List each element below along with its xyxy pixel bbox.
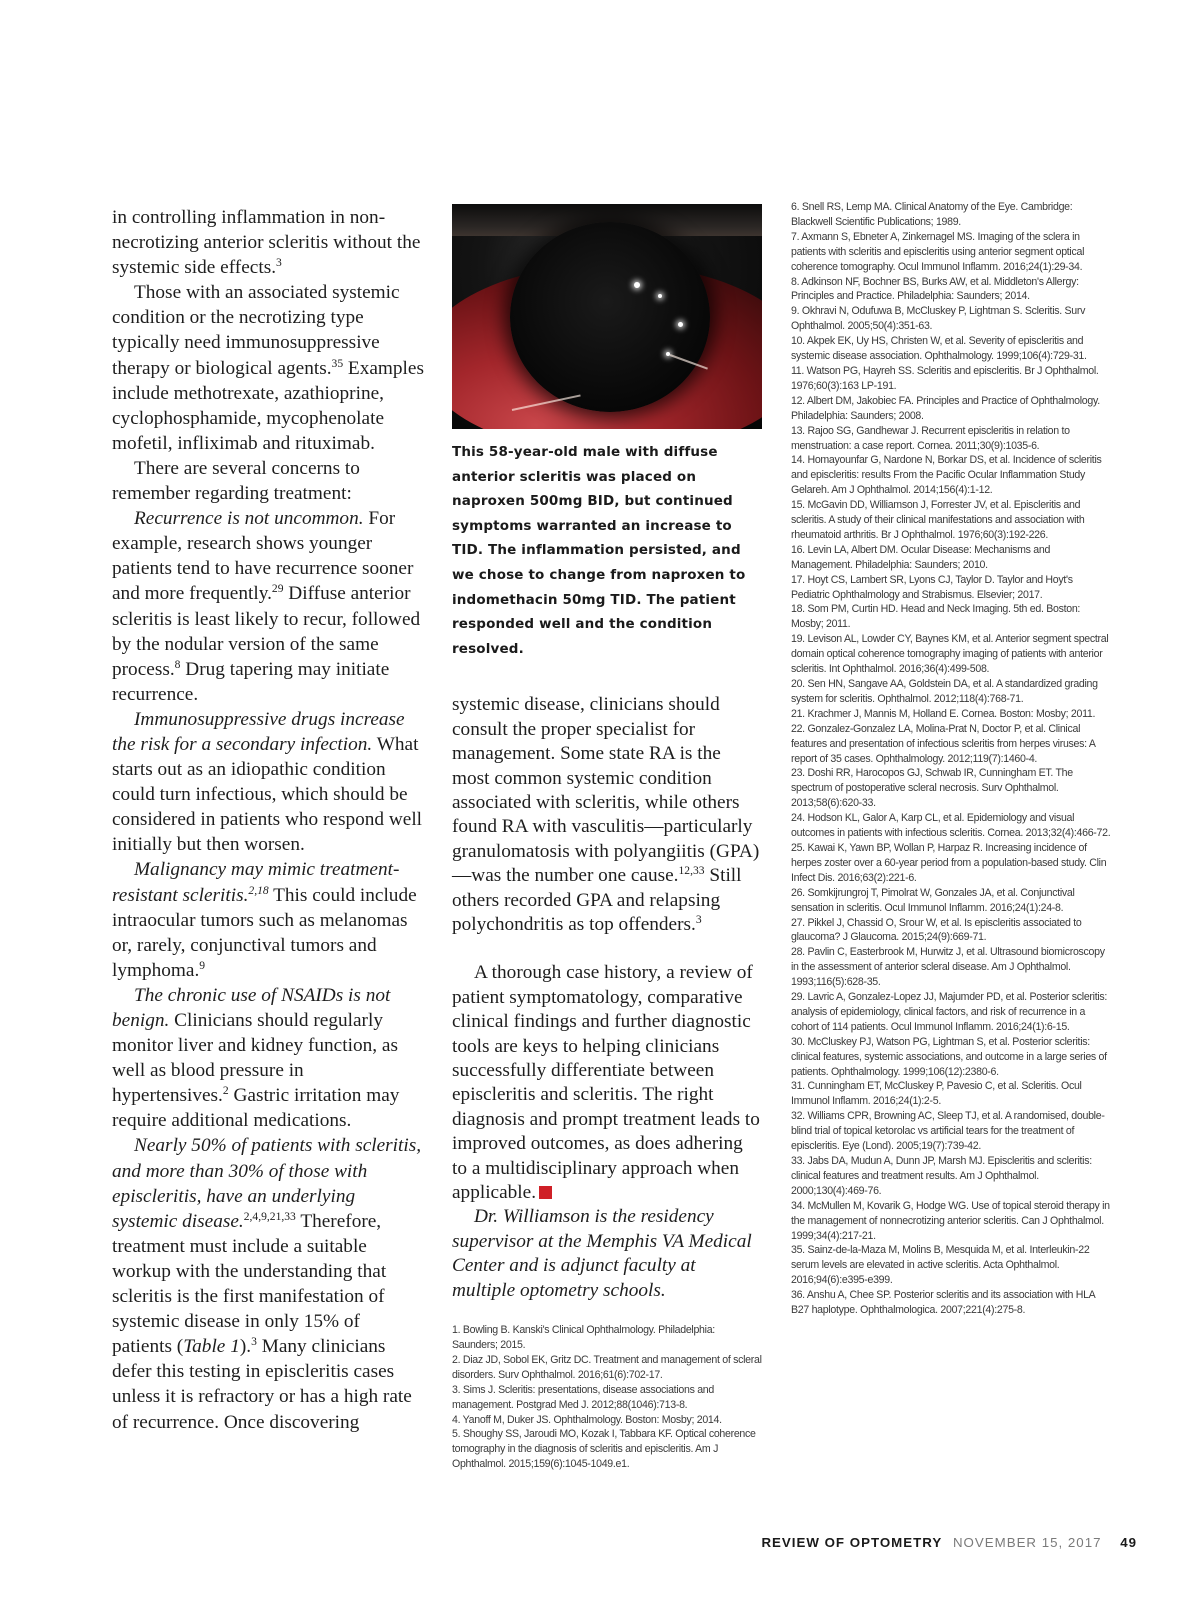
- reference-item: 6. Snell RS, Lemp MA. Clinical Anatomy of the Eye. Cambridge: Blackwell Scientific Publications; 1989.: [791, 201, 1073, 228]
- reference-item: 15. McGavin DD, Williamson J, Forrester JV, et al. Episcleritis and scleritis. A study of their clinical manifestations and association with rheumatoid arthritis. Br J Ophthalmol. 1976;60(3):192-226.: [791, 499, 1085, 541]
- reference-item: 26. Somkijrungroj T, Pimolrat W, Gonzales JA, et al. Conjunctival sensation in scleritis. Ocul Immunol Inflamm. 2016;24(1):24-8.: [791, 886, 1075, 914]
- reference-item: 35. Sainz-de-la-Maza M, Molins B, Mesquida M, et al. Interleukin-22 serum levels are elevated in active scleritis. Acta Ophthalmol. 2016;94(6):e395-e399.: [791, 1244, 1090, 1287]
- end-of-article-mark: [539, 1186, 552, 1199]
- reference-item: 16. Levin LA, Albert DM. Ocular Disease: Mechanisms and Management. Philadelphia: Saunders; 2010.: [791, 543, 1051, 571]
- paragraph: systemic disease, clinicians should consult the proper specialist for management. Some state RA is the most common systemic condition associated with scleritis, while others found RA with vasculitis—particularly granulomatosis with polyangiitis (GPA)—was the number one cause.$^{12,33}$ Still others recorded GPA and relapsing polychondritis as top offenders.$^3$: [452, 694, 760, 935]
- paragraph: Immunosuppressive drugs increase the risk for a secondary infection. What starts out as an idiopathic condition could turn infectious, which should be considered in patients who respond well initially but then worsen.: [112, 708, 423, 856]
- reference-item: 28. Pavlin C, Easterbrook M, Hurwitz J, et al. Ultrasound biomicroscopy in the assessment of anterior scleral disease. Am J Ophthalmol. 1993;116(5):628-35.: [791, 946, 1105, 989]
- paragraph: Nearly 50% of patients with scleritis, and more than 30% of those with episcleritis, have an underlying systemic disease.$^{2,4,9,21,33}$ Therefore, treatment must include a suitable workup with the understanding that scleritis is the first manifestation of systemic disease in only 15% of patients (Table 1).$^3$ Many clinicians defer this testing in episcleritis cases unless it is refractory or has a high rate of recurrence. Once discovering: [112, 1135, 422, 1433]
- reference-item: 32. Williams CPR, Browning AC, Sleep TJ, et al. A randomised, double-blind trial of topical ketorolac vs artificial tears for the treatment of episcleritis. Eye (Lond). 2005;19(7):739-42.: [791, 1110, 1105, 1153]
- reference-item: 10. Akpek EK, Uy HS, Christen W, et al. Severity of episcleritis and systemic disease association. Ophthalmology. 1999;106(4):729-31.: [791, 335, 1087, 363]
- eye-photo: [452, 204, 762, 429]
- left-column: [112, 205, 424, 1435]
- paragraph: Those with an associated systemic condition or the necrotizing type typically need immunosuppressive therapy or biological agents.$^{35}$ Examples include methotrexate, azathioprine, cyclophosphamide, mycophenolate mofetil, infliximab and rituximab.: [112, 282, 424, 454]
- reference-item: 27. Pikkel J, Chassid O, Srour W, et al. Is episcleritis associated to glaucoma? J Glaucoma. 2015;24(9):669-71.: [791, 916, 1082, 944]
- reference-item: 24. Hodson KL, Galor A, Karp CL, et al. Epidemiology and visual outcomes in patients with infectious scleritis. Cornea. 2013;32(4):466-72.: [791, 812, 1111, 840]
- light-reflection: [678, 322, 683, 327]
- reference-item: 9. Okhravi N, Odufuwa B, McCluskey P, Lightman S. Scleritis. Surv Ophthalmol. 2005;50(4):351-63.: [791, 305, 1086, 333]
- paragraph: in controlling inflammation in non-necrotizing anterior scleritis without the systemic side effects.$^3$: [112, 207, 421, 279]
- issue-date: NOVEMBER 15, 2017: [952, 1535, 1102, 1550]
- middle-column-body: [452, 693, 762, 1303]
- reference-item: 21. Krachmer J, Mannis M, Holland E. Cornea. Boston: Mosby; 2011.: [791, 707, 1096, 720]
- reference-item: 11. Watson PG, Hayreh SS. Scleritis and episcleritis. Br J Ophthalmol. 1976;60(3):163 LP-191.: [791, 364, 1099, 392]
- reference-item: 8. Adkinson NF, Bochner BS, Burks AW, et al. Middleton's Allergy: Principles and Practice. Philadelphia: Saunders; 2014.: [791, 275, 1079, 303]
- reference-item: 13. Rajoo SG, Gandhewar J. Recurrent episcleritis in relation to menstruation: a case report. Cornea. 2011;30(9):1035-6.: [791, 424, 1070, 452]
- reference-item: 14. Homayounfar G, Nardone N, Borkar DS, et al. Incidence of scleritis and episcleritis: results From the Pacific Ocular Inflammation Study Gelareh. Am J Ophthalmol. 2014;156(4):1-12.: [791, 454, 1102, 497]
- reference-item: 23. Doshi RR, Harocopos GJ, Schwab IR, Cunningham ET. The spectrum of postoperative scleral necrosis. Surv Ophthalmol. 2013;58(6):620-33.: [791, 767, 1073, 810]
- reference-item: 18. Som PM, Curtin HD. Head and Neck Imaging. 5th ed. Boston: Mosby; 2011.: [791, 603, 1081, 631]
- reference-item: 7. Axmann S, Ebneter A, Zinkernagel MS. Imaging of the sclera in patients with scleritis and episcleritis using anterior segment optical coherence tomography. Ocul Immunol Inflamm. 2016;24(1):29-34.: [791, 230, 1085, 273]
- paragraph: There are several concerns to remember regarding treatment:: [112, 457, 360, 505]
- references-list-left: [452, 1323, 762, 1472]
- figure-caption: This 58-year-old male with diffuse anterior scleritis was placed on naproxen 500mg BID, but continued symptoms warranted an increase to TID. The inflammation persisted, and we chose to change from naproxen to indomethacin 50mg TID. The patient responded well and the condition resolved.: [452, 444, 746, 657]
- paragraph: A thorough case history, a review of patient symptomatology, comparative clinical findings and further diagnostic tools are keys to helping clinicians successfully differentiate between episcleritis and scleritis. The right diagnosis and prompt treatment leads to improved outcomes, as does adhering to a multidisciplinary approach when applicable.: [452, 962, 760, 1204]
- reference-item: 5. Shoughy SS, Jaroudi MO, Kozak I, Tabbara KF. Optical coherence tomography in the diagnosis of scleritis and episcleritis. Am J Ophthalmol. 2015;159(6):1045-1049.e1.: [452, 1428, 756, 1471]
- paragraph: Malignancy may mimic treatment-resistant scleritis.$^{2,18}$ This could include intraocular tumors such as melanomas or, rarely, conjunctival tumors and lymphoma.$^9$: [112, 859, 417, 981]
- light-reflection: [634, 282, 640, 288]
- reference-item: 20. Sen HN, Sangave AA, Goldstein DA, et al. A standardized grading system for scleritis. Ophthalmol. 2012;118(4):768-71.: [791, 678, 1098, 705]
- paragraph: Recurrence is not uncommon. For example, research shows younger patients tend to have recurrence sooner and more frequently.$^{29}$ Diffuse anterior scleritis is least likely to recur, followed by the nodular version of the same process.$^8$ Drug tapering may initiate recurrence.: [112, 508, 421, 705]
- reference-item: 17. Hoyt CS, Lambert SR, Lyons CJ, Taylor D. Taylor and Hoyt's Pediatric Ophthalmology and Strabismus. Elsevier; 2017.: [791, 573, 1073, 601]
- paragraph: The chronic use of NSAIDs is not benign. Clinicians should regularly monitor liver and kidney function, as well as blood pressure in hypertensives.$^2$ Gastric irritation may require additional medications.: [112, 984, 400, 1132]
- reference-item: 30. McCluskey PJ, Watson PG, Lightman S, et al. Posterior scleritis: clinical features, systemic associations, and outcome in a large series of patients. Ophthalmology. 1999;106(12):2380-6.: [791, 1035, 1107, 1078]
- reference-item: 29. Lavric A, Gonzalez-Lopez JJ, Majumder PD, et al. Posterior scleritis: analysis of epidemiology, clinical factors, and risk of recurrence in a cohort of 114 patients. Ocul Immunol Inflamm. 2016;24(1):6-15.: [791, 991, 1108, 1033]
- light-reflection: [658, 294, 662, 298]
- reference-item: 19. Levison AL, Lowder CY, Baynes KM, et al. Anterior segment spectral domain optical coherence tomography imaging of patients with anterior scleritis. Int Ophthalmol. 2016;36(4):499-508.: [791, 633, 1109, 676]
- reference-item: 25. Kawai K, Yawn BP, Wollan P, Harpaz R. Increasing incidence of herpes zoster over a 60-year period from a population-based study. Clin Infect Dis. 2016;63(2):221-6.: [791, 841, 1107, 884]
- page-number: 49: [1120, 1535, 1137, 1550]
- iris-pupil: [510, 222, 710, 412]
- reference-item: 31. Cunningham ET, McCluskey P, Pavesio C, et al. Scleritis. Ocul Immunol Inflamm. 2016;24(1):2-5.: [791, 1080, 1082, 1108]
- reference-item: 22. Gonzalez-Gonzalez LA, Molina-Prat N, Doctor P, et al. Clinical features and presentation of infectious scleritis from herpes viruses: A report of 35 cases. Ophthalmology. 2012;119(7):1460-4.: [791, 722, 1096, 765]
- reference-item: 36. Anshu A, Chee SP. Posterior scleritis and its association with HLA B27 haplotype. Ophthalmologica. 2007;221(4):275-8.: [791, 1289, 1095, 1317]
- publication-name: REVIEW OF OPTOMETRY: [761, 1535, 943, 1550]
- middle-column: [452, 204, 762, 1472]
- reference-item: 33. Jabs DA, Mudun A, Dunn JP, Marsh MJ. Episcleritis and scleritis: clinical features and treatment results. Am J Ophthalmol. 2000;130(4):469-76.: [791, 1155, 1092, 1197]
- page-footer: [761, 1535, 1137, 1550]
- references-list-right: [791, 200, 1113, 1318]
- reference-item: 34. McMullen M, Kovarik G, Hodge WG. Use of topical steroid therapy in the management of nonnecrotizing anterior scleritis. Can J Ophthalmol. 1999;34(4):217-21.: [791, 1199, 1110, 1242]
- reference-item: 1. Bowling B. Kanski's Clinical Ophthalmology. Philadelphia: Saunders; 2015.: [452, 1324, 715, 1351]
- reference-item: 3. Sims J. Scleritis: presentations, disease associations and management. Postgrad Med J. 2012;88(1046):713-8.: [452, 1383, 714, 1411]
- reference-item: 12. Albert DM, Jakobiec FA. Principles and Practice of Ophthalmology. Philadelphia: Saunders; 2008.: [791, 394, 1100, 422]
- reference-item: 2. Diaz JD, Sobol EK, Gritz DC. Treatment and management of scleral disorders. Surv Ophthalmol. 2016;61(6):702-17.: [452, 1353, 762, 1381]
- reference-item: 4. Yanoff M, Duker JS. Ophthalmology. Boston: Mosby; 2014.: [452, 1413, 722, 1426]
- author-bio: Dr. Williamson is the residency supervisor at the Memphis VA Medical Center and is adjunct faculty at multiple optometry schools.: [452, 1206, 752, 1301]
